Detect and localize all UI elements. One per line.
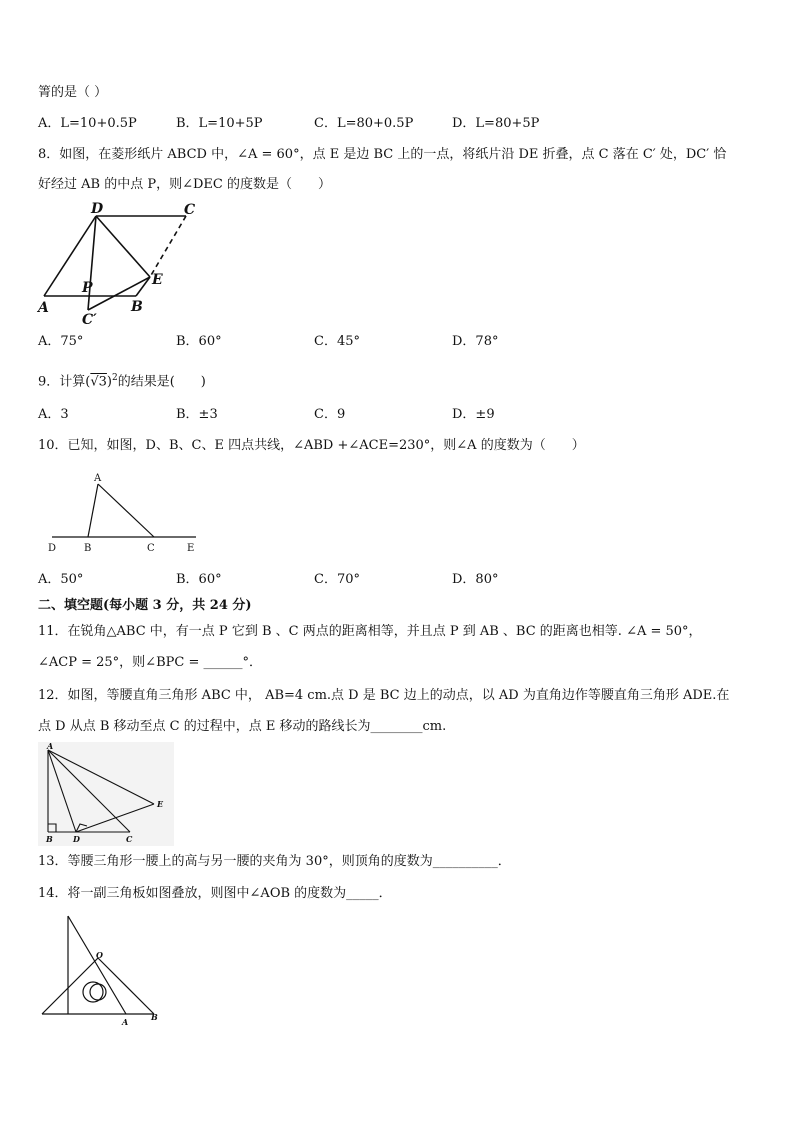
q8-label-b: B [131, 299, 143, 315]
q7-option-a: A．L=10+0.5P [38, 116, 137, 131]
q12-triangle-figure [38, 742, 174, 846]
q8-rhombus-figure [36, 200, 206, 328]
q8-label-d: D [91, 201, 104, 217]
q8-label-c: C [184, 202, 196, 218]
q13-text [38, 853, 511, 871]
q10-option-a: A．50° [38, 572, 84, 587]
q8-text-line2: 好经过 AB 的中点 P，则∠DEC 的度数是（ ） [38, 177, 331, 192]
q10-triangle-figure [44, 470, 204, 558]
q12-text-line1: 12．如图，等腰直角三角形 ABC 中， AB=4 cm.点 D 是 BC 边上的动点，以 AD 为直角边作等腰直角三角形 ADE.在 [38, 688, 730, 703]
q8-label-e: E [152, 272, 163, 288]
q8-label-a: A [38, 300, 49, 316]
q14-answer-blank: _____ [346, 886, 379, 901]
q12-label-d: D [73, 834, 80, 844]
q12-line2-end: cm. [422, 719, 447, 734]
section-2-title: 二、填空题(每小题 3 分，共 24 分) [38, 598, 252, 613]
q10-option-c: C．70° [314, 572, 360, 587]
q12-label-a: A [47, 741, 54, 751]
q9-power: 2 [112, 373, 118, 383]
q10-label-d: D [48, 543, 57, 554]
q14-label-o: O [96, 950, 103, 960]
q9-option-a: A．3 [38, 407, 69, 422]
q12-label-e: E [157, 799, 164, 809]
q9-option-b: B．±3 [176, 407, 218, 422]
q12-label-c: C [126, 834, 133, 844]
q10-label-c: C [147, 543, 155, 554]
q10-label-b: B [84, 543, 92, 554]
q12-label-b: B [46, 834, 53, 844]
q9-option-c: C．9 [314, 407, 346, 422]
q9-option-d: D．±9 [452, 407, 495, 422]
q14-question: 14．将一副三角板如图叠放，则图中∠AOB 的度数为 [38, 886, 347, 901]
q10-text: 10．已知，如图，D、B、C、E 四点共线，∠ABD +∠ACE=230°，则∠A 的度数为（ ） [38, 438, 585, 453]
q13-end: ． [497, 854, 511, 869]
q11-text-line2 [38, 654, 262, 672]
q8-label-c-prime: C′ [82, 312, 97, 328]
q11-line2-end: °． [242, 655, 262, 670]
q8-option-c: C．45° [314, 334, 360, 349]
q8-text-line1: 8．如图，在菱形纸片 ABCD 中，∠A = 60°，点 E 是边 BC 上的一点，将纸片沿 DE 折叠，点 C 落在 C′ 处，DC′ 恰 [38, 147, 727, 162]
q9-paren-open: ( [85, 374, 91, 390]
q10-option-d: D．80° [452, 572, 499, 587]
q12-text-line2 [38, 718, 446, 736]
q7-options [38, 115, 738, 133]
q9-text [38, 369, 206, 391]
q14-triangle-set-figure [38, 912, 168, 1028]
q10-label-e: E [187, 543, 195, 554]
q14-text [38, 885, 392, 903]
q14-label-a: A [122, 1017, 129, 1027]
q7-continued-text: 箐的是（ ） [38, 85, 108, 100]
q14-end: ． [378, 886, 392, 901]
q9-paren-close: ) [106, 374, 112, 390]
q9-suffix: 的结果是( ) [117, 374, 206, 390]
q10-label-a: A [94, 473, 102, 484]
q8-label-p: P [82, 280, 93, 296]
q11-answer-blank: ______ [203, 655, 243, 670]
q10-options [38, 571, 738, 589]
q9-prefix: 9．计算 [38, 374, 86, 390]
q11-text-line1: 11．在锐角△ABC 中，有一点 P 它到 B 、C 两点的距离相等，并且点 P 到 AB 、BC 的距离也相等. ∠A = 50°， [38, 624, 702, 639]
q8-option-a: A．75° [38, 334, 84, 349]
q8-option-d: D．78° [452, 334, 499, 349]
q8-options [38, 333, 738, 351]
q14-label-b: B [151, 1012, 158, 1022]
q9-root: √3 [90, 374, 107, 390]
q8-option-b: B．60° [176, 334, 222, 349]
q11-line2-text: ∠ACP = 25°，则∠BPC = [38, 655, 204, 670]
q10-option-b: B．60° [176, 572, 222, 587]
q7-option-c: C．L=80+0.5P [314, 116, 414, 131]
q12-answer-blank: ________ [370, 719, 423, 734]
q12-line2-text: 点 D 从点 B 移动至点 C 的过程中，点 E 移动的路线长为 [38, 719, 371, 734]
q7-option-d: D．L=80+5P [452, 116, 540, 131]
q9-options [38, 406, 738, 424]
q13-answer-blank: __________ [432, 854, 498, 869]
q13-question: 13．等腰三角形一腰上的高与另一腰的夹角为 30°，则顶角的度数为 [38, 854, 433, 869]
q7-option-b: B．L=10+5P [176, 116, 263, 131]
